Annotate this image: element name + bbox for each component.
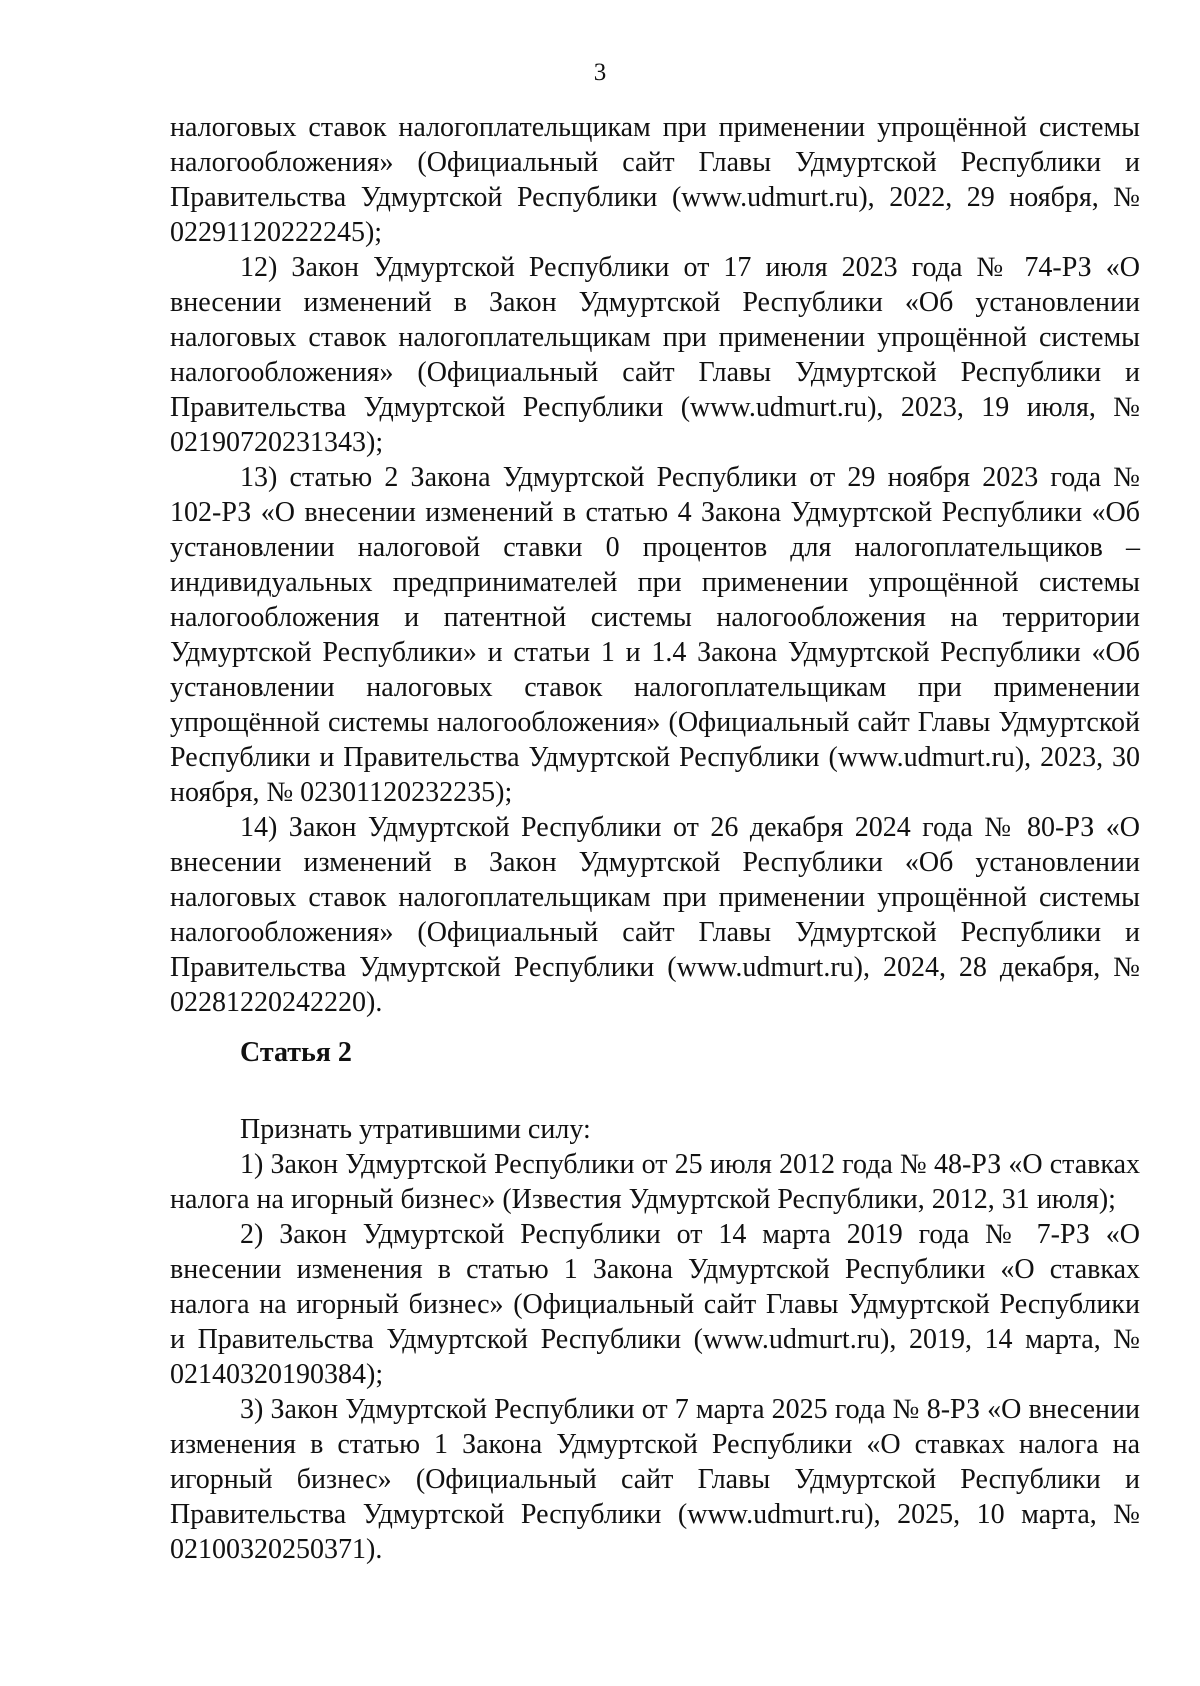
page-number: 3 <box>593 59 607 86</box>
article-2-body <box>170 1112 1140 1567</box>
list-item: 12) Закон Удмуртской Республики от 17 июля 2023 года № 74-РЗ «О внесении изменений в Закон Удмуртской Республики «Об установлении налоговых ставок налогоплательщикам при применении упрощённой системы налогообложения» (Официальный сайт Главы Удмуртской Республики и Правительства Удмуртской Республики (www.udmurt.ru), 2023, 19 июля, № 02190720231343); <box>170 252 1140 458</box>
list-item: 3) Закон Удмуртской Республики от 7 марта 2025 года № 8-РЗ «О внесении изменения в статью 1 Закона Удмуртской Республики «О ставках налога на игорный бизнес» (Официальный сайт Главы Удмуртской Республики и Правительства Удмуртской Республики (www.udmurt.ru), 2025, 10 марта, № 02100320250371). <box>170 1394 1140 1565</box>
carryover-paragraph: налоговых ставок налогоплательщикам при применении упрощённой системы налогообложения» (Официальный сайт Главы Удмуртской Республики и Правительства Удмуртской Республики (www.udmurt.ru), 2022, 29 ноября, № 02291120222245); <box>170 112 1140 248</box>
article-intro: Признать утратившими силу: <box>240 1114 591 1145</box>
article-1-continuation <box>170 110 1140 1020</box>
list-item: 14) Закон Удмуртской Республики от 26 декабря 2024 года № 80-РЗ «О внесении изменений в Закон Удмуртской Республики «Об установлении налоговых ставок налогоплательщикам при применении упрощённой системы налогообложения» (Официальный сайт Главы Удмуртской Республики и Правительства Удмуртской Республики (www.udmurt.ru), 2024, 28 декабря, № 02281220242220). <box>170 812 1140 1018</box>
list-item: 1) Закон Удмуртской Республики от 25 июля 2012 года № 48-РЗ «О ставках налога на игорный бизнес» (Известия Удмуртской Республики, 2012, 31 июля); <box>170 1149 1140 1215</box>
list-item: 13) статью 2 Закона Удмуртской Республики от 29 ноября 2023 года № 102-РЗ «О внесении изменений в статью 4 Закона Удмуртской Республики «Об установлении налоговой ставки 0 процентов для налогоплательщиков – индивидуальных предпринимателей при применении упрощённой системы налогообложения и патентной системы налогообложения на территории Удмуртской Республики» и статьи 1 и 1.4 Закона Удмуртской Республики «Об установлении налоговых ставок налогоплательщикам при применении упрощённой системы налогообложения» (Официальный сайт Главы Удмуртской Республики и Правительства Удмуртской Республики (www.udmurt.ru), 2023, 30 ноября, № 02301120232235); <box>170 462 1140 808</box>
list-item: 2) Закон Удмуртской Республики от 14 марта 2019 года № 7-РЗ «О внесении изменения в статью 1 Закона Удмуртской Республики «О ставках налога на игорный бизнес» (Официальный сайт Главы Удмуртской Республики и Правительства Удмуртской Республики (www.udmurt.ru), 2019, 14 марта, № 02140320190384); <box>170 1219 1140 1390</box>
article-heading: Статья 2 <box>240 1037 352 1068</box>
